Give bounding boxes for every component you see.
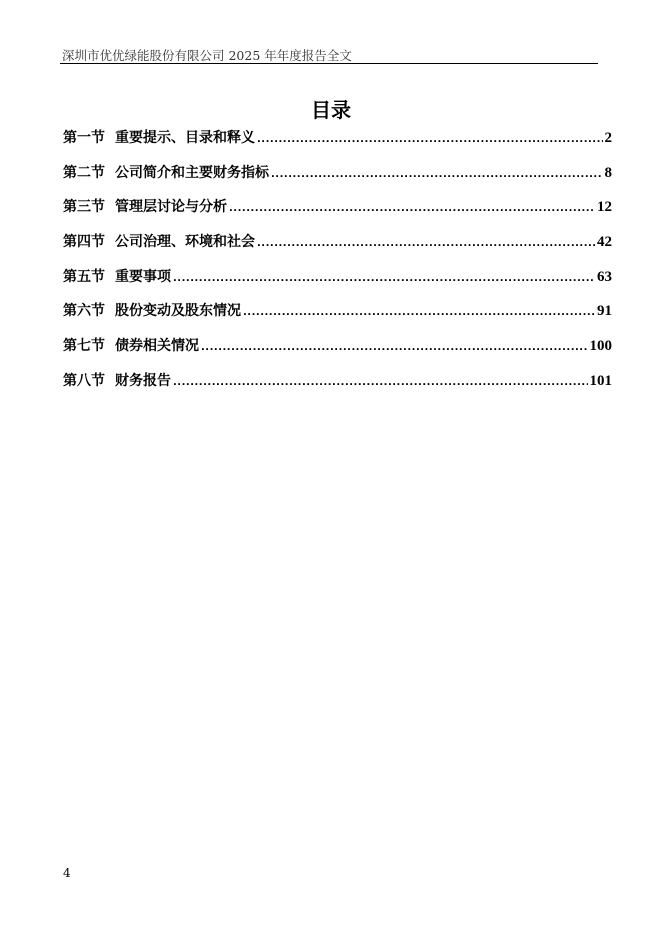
table-of-contents [63, 127, 612, 405]
toc-section-number: 第三节 [63, 199, 105, 216]
toc-page-number: 12 [597, 199, 612, 216]
toc-section-number: 第四节 [63, 234, 105, 251]
page-number: 4 [63, 866, 71, 880]
toc-page-number: 100 [589, 338, 612, 355]
toc-section-number: 第八节 [63, 372, 105, 389]
toc-leader-dots [243, 307, 595, 318]
toc-leader-dots [257, 134, 603, 145]
toc-section-title: 管理层讨论与分析 [115, 199, 227, 216]
toc-leader-dots [201, 342, 588, 353]
toc-entry[interactable] [63, 266, 612, 301]
toc-section-title: 重要事项 [115, 268, 171, 285]
toc-section-title: 公司治理、环境和社会 [115, 234, 255, 251]
toc-entry[interactable] [63, 196, 612, 231]
toc-section-number: 第五节 [63, 268, 105, 285]
toc-entry[interactable] [63, 127, 612, 162]
toc-page-number: 91 [597, 303, 612, 320]
toc-leader-dots [173, 377, 588, 388]
toc-page-number: 8 [604, 164, 612, 181]
toc-leader-dots [173, 273, 595, 284]
toc-leader-dots [257, 238, 595, 249]
page-title: 目录 [311, 98, 351, 122]
toc-entry[interactable] [63, 370, 612, 405]
toc-entry[interactable] [63, 335, 612, 370]
toc-entry[interactable] [63, 231, 612, 266]
header-rule [60, 63, 598, 64]
toc-entry[interactable] [63, 162, 612, 197]
toc-section-title: 公司简介和主要财务指标 [115, 164, 269, 181]
toc-page-number: 2 [604, 130, 612, 146]
toc-page-number: 63 [597, 268, 612, 285]
toc-leader-dots [271, 169, 603, 180]
toc-section-title: 股份变动及股东情况 [115, 303, 241, 320]
toc-page-number: 101 [589, 372, 612, 389]
toc-page-number: 42 [597, 234, 612, 251]
toc-section-title: 债券相关情况 [115, 338, 199, 355]
toc-section-title: 重要提示、目录和释义 [115, 130, 255, 146]
toc-entry[interactable] [63, 300, 612, 335]
running-header: 深圳市优优绿能股份有限公司 2025 年年度报告全文 [62, 48, 352, 63]
toc-section-number: 第六节 [63, 303, 105, 320]
toc-section-number: 第二节 [63, 164, 105, 181]
toc-section-number: 第一节 [63, 130, 105, 146]
toc-leader-dots [229, 203, 595, 214]
toc-section-title: 财务报告 [115, 372, 171, 389]
toc-section-number: 第七节 [63, 338, 105, 355]
